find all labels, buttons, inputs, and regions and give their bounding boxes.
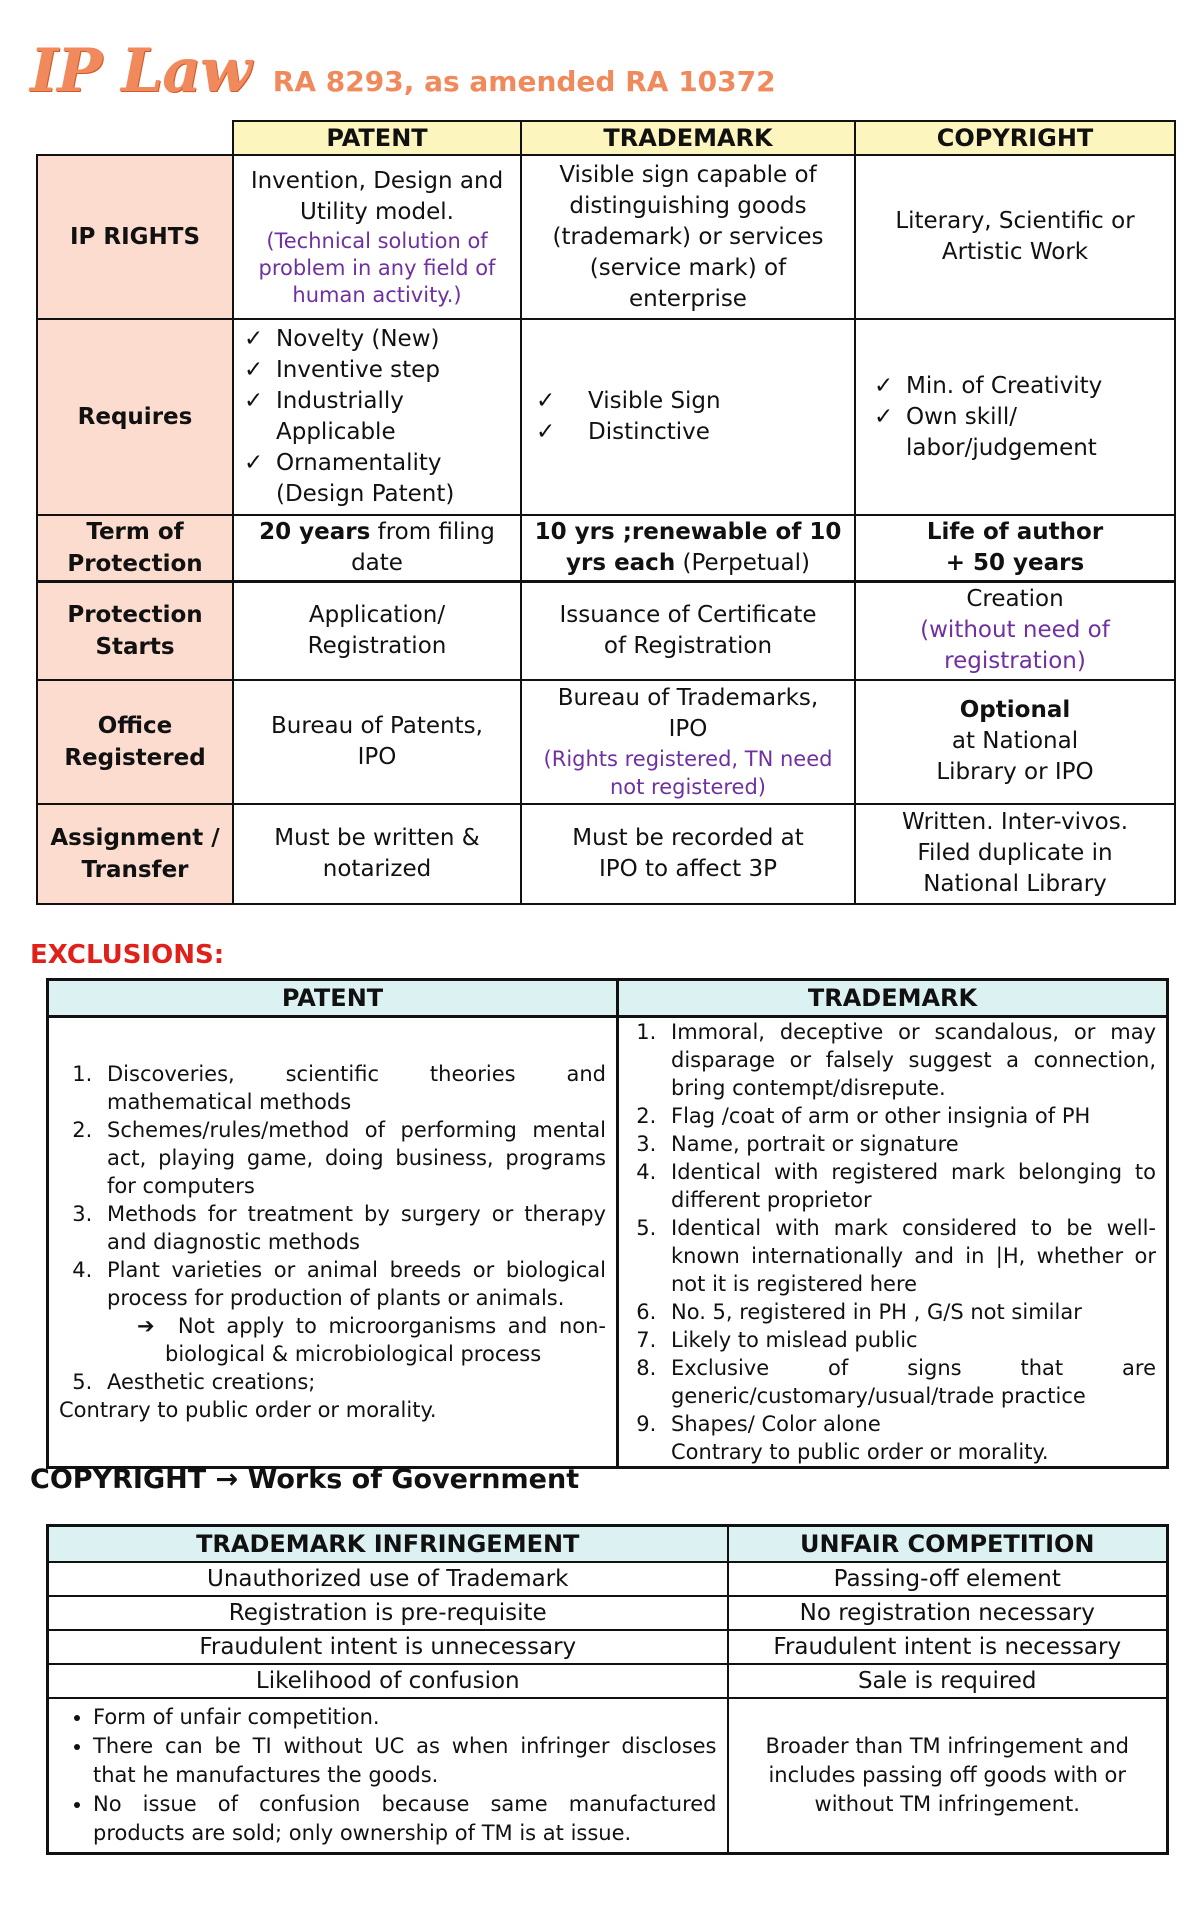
requires-copyright-list (862, 371, 1168, 464)
table-row (48, 1630, 1168, 1664)
list-item-text: Plant varieties or animal breeds or biological process for production of plants or animals. (107, 1258, 606, 1310)
copyright-label: COPYRIGHT (30, 1464, 207, 1495)
list-item (99, 1256, 606, 1368)
page-header (30, 36, 776, 108)
list-item: 3. Methods for treatment by surgery or therapy and diagnostic methods (99, 1200, 606, 1256)
requires-patent (233, 319, 521, 515)
column-header-copyright: COPYRIGHT (855, 121, 1175, 155)
list-item: 5. Identical with mark considered to be well-known internationally and in |H, whether or not it is registered here (663, 1214, 1156, 1298)
assignment-patent: Must be written & notarized (233, 804, 521, 904)
term-patent-rest: from filing date (351, 519, 495, 576)
header-trademark-infringement: TRADEMARK INFRINGEMENT (48, 1526, 728, 1563)
table-row (48, 1596, 1168, 1630)
protection-starts-copyright (855, 582, 1175, 680)
row-requires (37, 319, 1175, 515)
list-item: ✓ Min. of Creativity (870, 371, 1168, 402)
protection-starts-patent: Application/ Registration (233, 582, 521, 680)
requires-trademark (521, 319, 855, 515)
list-item: • There can be TI without UC as when infringer discloses that he manufactures the goods. (93, 1732, 717, 1790)
row-label-ip-rights: IP RIGHTS (37, 155, 233, 319)
ti-cell: Registration is pre-requisite (48, 1596, 728, 1630)
list-item: 4. Identical with registered mark belonging to different proprietor (663, 1158, 1156, 1214)
list-item: 6. No. 5, registered in PH , G/S not similar (663, 1298, 1156, 1326)
corner-cell (37, 121, 233, 155)
row-protection-starts (37, 582, 1175, 680)
exclusions-table (46, 978, 1169, 1469)
ip-rights-trademark: Visible sign capable of distinguishing goods (trademark) or services (service mark) of enterprise (521, 155, 855, 319)
arrow-note-text: Not apply to microorganisms and non-biological & microbiological process (165, 1314, 606, 1366)
term-trademark-bold: 10 yrs ;renewable of 10 yrs each (534, 519, 842, 576)
uc-cell: No registration necessary (728, 1596, 1168, 1630)
table-header-row (37, 121, 1175, 155)
office-copyright-text: at National Library or IPO (936, 728, 1094, 785)
requires-copyright (855, 319, 1175, 515)
protection-starts-copyright-note: (without need of registration) (920, 617, 1110, 675)
exclusions-header-trademark: TRADEMARK (618, 980, 1168, 1017)
list-item: ✓ Own skill/ labor/judgement (870, 402, 1168, 464)
header-unfair-competition: UNFAIR COMPETITION (728, 1526, 1168, 1563)
office-trademark (521, 680, 855, 804)
uc-note-cell: Broader than TM infringement and includes passing off goods with or without TM infringement. (728, 1698, 1168, 1854)
exclusions-patent-cell (48, 1017, 618, 1468)
arrow-note (107, 1312, 606, 1368)
ip-rights-patent-note: (Technical solution of problem in any field of human activity.) (258, 228, 496, 307)
list-item: 9. Shapes/ Color alone (663, 1410, 1156, 1438)
row-label-office: Office Registered (37, 680, 233, 804)
row-ip-rights (37, 155, 1175, 319)
infringement-table (46, 1524, 1169, 1855)
term-trademark (521, 515, 855, 582)
ti-cell: Fraudulent intent is unnecessary (48, 1630, 728, 1664)
uc-cell: Passing-off element (728, 1562, 1168, 1596)
copyright-exclusion-line (30, 1464, 579, 1495)
list-item: ✓ Distinctive (532, 417, 848, 448)
exclusions-patent-footer: Contrary to public order or morality. (59, 1398, 437, 1422)
page-title: IP Law (30, 36, 251, 106)
list-item: ✓ Visible Sign (532, 386, 848, 417)
row-assignment (37, 804, 1175, 904)
page-subtitle: RA 8293, as amended RA 10372 (272, 65, 776, 98)
copyright-exclusion-text: Works of Government (247, 1464, 580, 1495)
exclusions-trademark-list (629, 1018, 1156, 1438)
exclusions-header-row (48, 980, 1168, 1017)
term-patent (233, 515, 521, 582)
arrow-icon: ➔ (137, 1314, 178, 1338)
list-item: 5. Aesthetic creations; (99, 1368, 606, 1396)
column-header-trademark: TRADEMARK (521, 121, 855, 155)
column-header-patent: PATENT (233, 121, 521, 155)
assignment-trademark: Must be recorded at IPO to affect 3P (521, 804, 855, 904)
table-row (48, 1562, 1168, 1596)
exclusions-trademark-footer: Contrary to public order or morality. (671, 1440, 1049, 1464)
exclusions-patent-list (59, 1060, 606, 1396)
list-item: • Form of unfair competition. (93, 1703, 717, 1732)
ti-notes-list (59, 1703, 717, 1848)
ip-rights-patent (233, 155, 521, 319)
ti-notes-cell (48, 1698, 728, 1854)
row-label-protection-starts: Protection Starts (37, 582, 233, 680)
exclusions-trademark-cell (618, 1017, 1168, 1468)
uc-cell: Fraudulent intent is necessary (728, 1630, 1168, 1664)
row-term (37, 515, 1175, 582)
requires-patent-list (240, 324, 514, 510)
requires-trademark-list (528, 386, 848, 448)
table-row (48, 1698, 1168, 1854)
infringement-header-row (48, 1526, 1168, 1563)
ip-rights-copyright: Literary, Scientific or Artistic Work (855, 155, 1175, 319)
term-patent-bold: 20 years (259, 519, 371, 545)
list-item: 2. Flag /coat of arm or other insignia of PH (663, 1102, 1156, 1130)
exclusions-title: EXCLUSIONS: (30, 940, 225, 970)
list-item: 1. Discoveries, scientific theories and mathematical methods (99, 1060, 606, 1116)
protection-starts-trademark: Issuance of Certificate of Registration (521, 582, 855, 680)
list-item: ✓ Ornamentality (Design Patent) (240, 448, 514, 510)
office-copyright-bold: Optional (959, 697, 1071, 723)
term-trademark-rest: (Perpetual) (675, 550, 810, 576)
list-item: ✓ Novelty (New) (240, 324, 514, 355)
list-item: 7. Likely to mislead public (663, 1326, 1156, 1354)
ip-comparison-table (36, 120, 1176, 905)
office-trademark-note: (Rights registered, TN need not registered) (543, 746, 833, 799)
ti-cell: Likelihood of confusion (48, 1664, 728, 1698)
list-item: 1. Immoral, deceptive or scandalous, or may disparage or falsely suggest a connection, bring contempt/disrepute. (663, 1018, 1156, 1102)
assignment-copyright: Written. Inter-vivos. Filed duplicate in National Library (855, 804, 1175, 904)
uc-cell: Sale is required (728, 1664, 1168, 1698)
row-label-assignment: Assignment / Transfer (37, 804, 233, 904)
office-copyright (855, 680, 1175, 804)
office-patent: Bureau of Patents, IPO (233, 680, 521, 804)
office-trademark-text: Bureau of Trademarks, IPO (557, 684, 819, 742)
list-item: 8. Exclusive of signs that are generic/customary/usual/trade practice (663, 1354, 1156, 1410)
list-item: ✓ Industrially Applicable (240, 386, 514, 448)
protection-starts-copyright-text: Creation (966, 586, 1064, 613)
ti-cell: Unauthorized use of Trademark (48, 1562, 728, 1596)
row-office (37, 680, 1175, 804)
row-label-requires: Requires (37, 319, 233, 515)
exclusions-header-patent: PATENT (48, 980, 618, 1017)
term-copyright: Life of author + 50 years (855, 515, 1175, 582)
list-item: ✓ Inventive step (240, 355, 514, 386)
list-item: 3. Name, portrait or signature (663, 1130, 1156, 1158)
table-row (48, 1664, 1168, 1698)
list-item: • No issue of confusion because same manufactured products are sold; only ownership of TM is at issue. (93, 1790, 717, 1848)
arrow-right-icon: → (215, 1464, 239, 1495)
row-label-term: Term of Protection (37, 515, 233, 582)
exclusions-body-row (48, 1017, 1168, 1468)
ip-rights-patent-text: Invention, Design and Utility model. (250, 167, 504, 225)
list-item: 2. Schemes/rules/method of performing mental act, playing game, doing business, programs for computers (99, 1116, 606, 1200)
